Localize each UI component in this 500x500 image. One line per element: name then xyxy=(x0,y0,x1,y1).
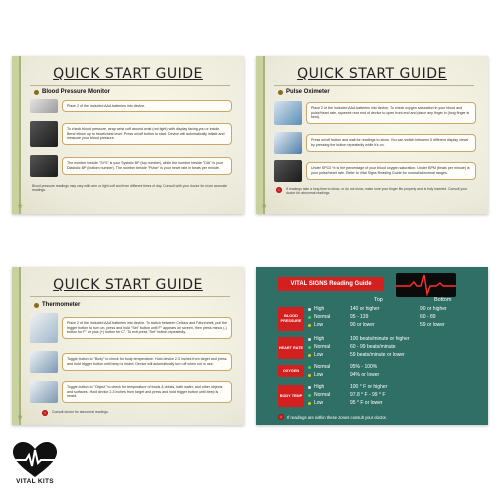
thermometer-object-image xyxy=(30,381,58,403)
card-footer: Blood pressure readings may vary with arm or tight cuff and from different times of day. Consult with your doctor for more accurate readings. xyxy=(32,184,228,193)
column-header-bottom: Bottom xyxy=(434,297,452,303)
star-icon: ★ xyxy=(17,414,24,421)
vital-kits-logo xyxy=(10,441,60,493)
vital-row: Normal 95% - 100% xyxy=(308,363,480,371)
vital-row: Low 59 beats/minute or lower xyxy=(308,351,480,359)
alert-icon xyxy=(42,410,48,416)
bp-display-image xyxy=(30,155,58,177)
vital-row: Low 95 ° F or lower xyxy=(308,399,480,407)
bullet-icon xyxy=(278,90,283,95)
vital-label: OXYGEN xyxy=(278,365,304,377)
batteries-image xyxy=(30,99,58,113)
vital-signs-guide-card xyxy=(256,267,488,425)
level-dot-icon xyxy=(308,394,311,397)
bullet-icon xyxy=(34,90,39,95)
vital-row: Normal 60 - 99 beats/minute xyxy=(308,343,480,351)
vital-row: Low 90 or lower 59 or lower xyxy=(308,321,480,329)
vital-label: BLOOD PRESSURE xyxy=(278,307,304,331)
oximeter-guide-card xyxy=(256,56,488,214)
vital-label: HEART RATE xyxy=(278,337,304,359)
level-dot-icon xyxy=(308,308,311,311)
wrist-cuff-image xyxy=(30,121,58,147)
oximeter-display-image xyxy=(274,160,302,182)
star-icon: ★ xyxy=(261,203,268,210)
vital-row: High 140 or higher 90 or higher xyxy=(308,305,480,313)
instruction-row: Under SPO2 % is the percentage of your blood oxygen saturation. Under BPM (beats per minute) is your pulse/heart rate. Refer to Vital Signs Reading Guide for normal/abnormal ranges. xyxy=(274,159,476,183)
vital-row: High 100 ° F or higher xyxy=(308,383,480,391)
card-title: QUICK START GUIDE xyxy=(53,66,203,82)
level-dot-icon xyxy=(308,316,311,319)
star-icon: ★ xyxy=(17,203,24,210)
instruction-row: Place 2 of the included AAA batteries into device. To check oxygen saturation in your blood and pulse/heart rate, squeeze rear end of device to open front end and place any finger in (long finger is best). xyxy=(274,99,476,127)
vital-row: High 100 beats/minute or higher xyxy=(308,335,480,343)
card-heading: Pulse Oximeter xyxy=(278,89,330,95)
thermometer-body-image xyxy=(30,351,58,373)
oximeter-finger-image xyxy=(274,132,302,154)
instruction-row: Place 2 of the included AAA batteries into device. xyxy=(30,98,232,114)
card-title: QUICK START GUIDE xyxy=(297,66,447,82)
card-footer: Consult doctor for abnormal readings. xyxy=(42,410,232,416)
column-header-top: Top xyxy=(374,297,383,303)
level-dot-icon xyxy=(308,324,311,327)
instruction-row: Press on/off button and wait for readings to show. You can switch between 5 different display views by pressing the button repeatedly while it's on. xyxy=(274,131,476,155)
card-heading: Thermometer xyxy=(34,302,80,308)
card-footer: If readings take a long time to show, or do not show, make sure your finger fits properly and is fully inserted. Consult your doctor for abnormal readings. xyxy=(276,187,476,195)
instruction-row: Toggle button to "Object" to check for temperature of foods & drinks, bath water, and other objects and surfaces. Hold device 2-3 inches from target and press and hold trigger button until beep is heard. xyxy=(30,379,232,405)
level-dot-icon xyxy=(308,338,311,341)
oximeter-image xyxy=(274,101,302,125)
thermometer-image xyxy=(30,313,58,343)
vital-row: Normal 95 - 139 60 - 89 xyxy=(308,313,480,321)
level-dot-icon xyxy=(308,354,311,357)
bullet-icon xyxy=(34,303,39,308)
heart-pulse-icon xyxy=(10,441,60,479)
vital-row: Normal 97.8 ° F - 99 ° F xyxy=(308,391,480,399)
vital-row: Low 94% or lower xyxy=(308,371,480,379)
vital-label: BODY TEMP xyxy=(278,385,304,407)
brand-name: VITAL KITS xyxy=(16,478,54,485)
instruction-row: To check blood pressure, wrap wrist cuff around wrist (not tight) with display facing you or inside. Bend elbow up to heart/chest level. Press on/off button to start. Device will automatically inflate and measure your blood pressure. xyxy=(30,119,232,149)
bp-guide-card xyxy=(12,56,244,214)
vitals-title: VITAL SIGNS Reading Guide xyxy=(278,277,384,291)
level-dot-icon xyxy=(308,386,311,389)
vitals-footer: If readings are within these zones consult your doctor. xyxy=(278,414,387,420)
level-dot-icon xyxy=(308,402,311,405)
card-title: QUICK START GUIDE xyxy=(53,277,203,293)
thermometer-guide-card xyxy=(12,267,244,425)
level-dot-icon xyxy=(308,366,311,369)
instruction-row: Toggle button to "Body" to check for body temperature. Hold device 2-3 inches from target and press and hold trigger button until beep is heard. Device will automatically turn off when not in use. xyxy=(30,349,232,375)
alert-icon xyxy=(278,414,284,420)
alert-icon xyxy=(276,187,282,193)
level-dot-icon xyxy=(308,374,311,377)
ecg-icon xyxy=(396,273,456,297)
level-dot-icon xyxy=(308,346,311,349)
card-heading: Blood Pressure Monitor xyxy=(34,89,110,95)
instruction-row: Place 2 of the included AAA batteries into device. To switch between Celsius and Fahrenheit, pull the trigger button to turn on, press and hold "Set" button until F° appears on screen, then press minus (-) button for F° or plus (+) button for C°. To exit press "Set" button repeatedly. xyxy=(30,311,232,345)
instruction-row: The number beside "SYS" is your Systolic BP (top number), while the number beside "DIA" is your Diastolic BP (bottom number). The number beside "Pulse" is your heart rate in beats per minute. xyxy=(30,153,232,179)
